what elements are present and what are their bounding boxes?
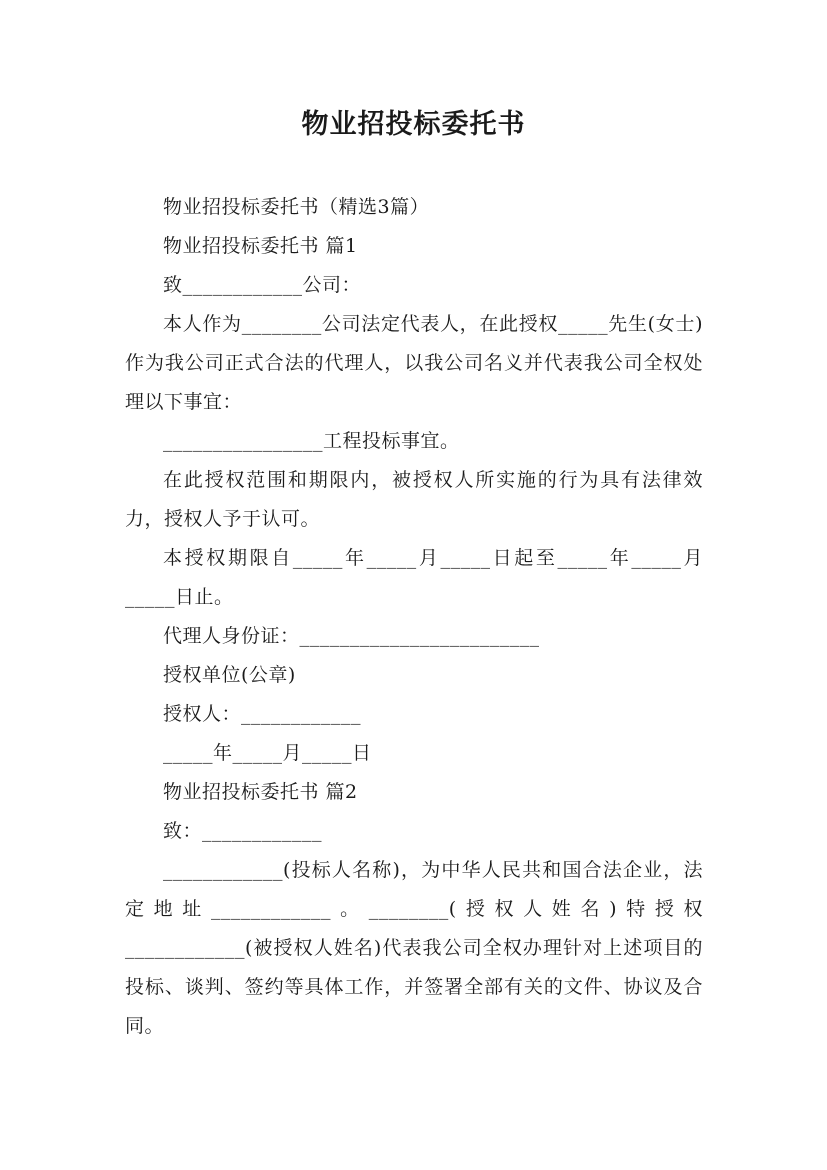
paragraph-section-1-heading: 物业招投标委托书 篇1 — [163, 235, 358, 257]
paragraph-date: _____年_____月_____日 — [163, 742, 372, 764]
paragraph-addressee-2: 致：____________ — [163, 820, 323, 842]
paragraph-authorizing-unit: 授权单位(公章) — [163, 664, 296, 686]
document-body — [125, 188, 703, 1046]
paragraph-agent-id: 代理人身份证：________________________ — [163, 625, 540, 647]
paragraph-authorizer: 授权人：____________ — [163, 703, 362, 725]
paragraph-addressee-1: 致____________公司： — [163, 274, 362, 296]
paragraph-project-matter: ________________工程投标事宜。 — [163, 430, 460, 452]
paragraph-section-2-heading: 物业招投标委托书 篇2 — [163, 781, 358, 803]
paragraph-authorization-statement: 本人作为________公司法定代表人，在此授权_____先生(女士)作为我公司正式合法的代理人，以我公司名义并代表我公司全权处理以下事宜： — [125, 313, 703, 413]
paragraph-collection-heading: 物业招投标委托书（精选3篇） — [163, 196, 430, 218]
paragraph-legal-effect: 在此授权范围和期限内，被授权人所实施的行为具有法律效力，授权人予于认可。 — [125, 469, 703, 530]
paragraph-bidder-authorization: ____________(投标人名称)，为中华人民共和国合法企业，法定地址____________。________(授权人姓名)特授权____________(被授权人姓名)代表我公司全权办理针对上述项目的投标、谈判、签约等具体工作，并签署全部有关的文件、协议及合同。 — [125, 859, 703, 1037]
document-title: 物业招投标委托书 — [301, 109, 526, 140]
paragraph-authorization-period: 本授权期限自_____年_____月_____日起至_____年_____月_____日止。 — [125, 547, 703, 608]
